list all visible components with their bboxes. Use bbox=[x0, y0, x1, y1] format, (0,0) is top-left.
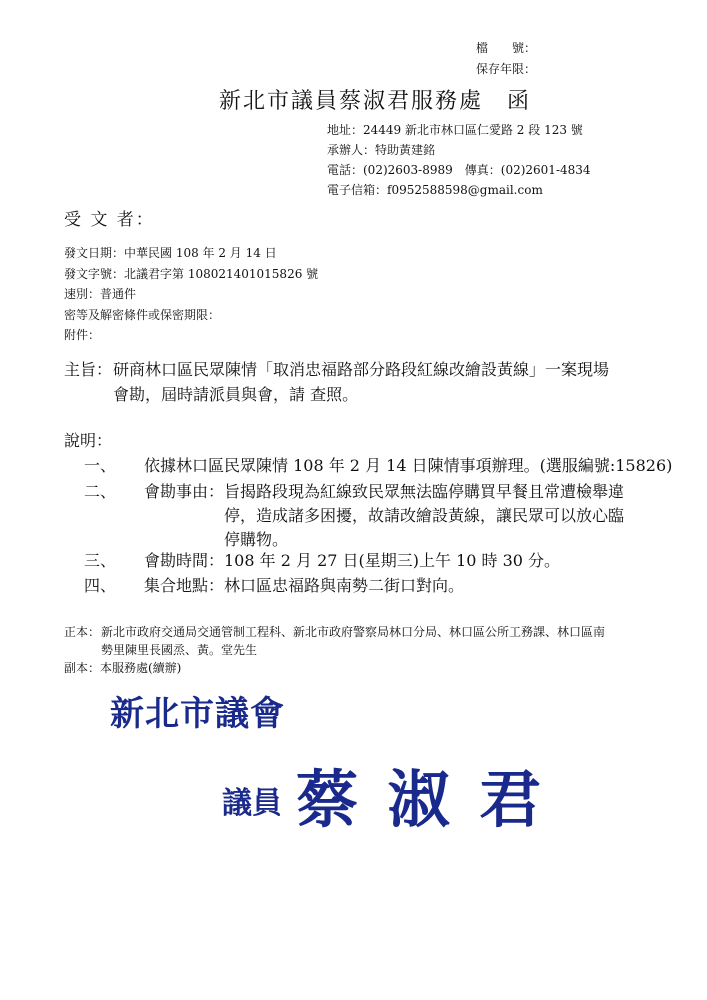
item-line: 旨揭路段現為紅線致民眾無法臨停購買早餐且常遭檢舉違 bbox=[224, 482, 625, 501]
explanation-item bbox=[84, 454, 672, 478]
attachment: 附件： bbox=[64, 328, 101, 342]
item-line: 林口區忠福路與南勢二街口對向。 bbox=[224, 576, 465, 595]
item-number: 一、 bbox=[84, 456, 117, 475]
councilor-title-stamp: 議員 bbox=[222, 786, 282, 821]
subject-line-1: 研商林口區民眾陳情「取消忠福路部分路段紅線改繪設黃線」一案現場 bbox=[113, 360, 610, 379]
copy-recipients: 副本：本服務處(續辦) bbox=[64, 661, 182, 675]
original-recipients-line-1: 新北市政府交通局交通管制工程科、新北市政府警察局林口分局、林口區公所工務課、林口區南 bbox=[101, 625, 606, 639]
contact-address: 地址：24449 新北市林口區仁愛路 2 段 123 號 bbox=[327, 123, 583, 137]
issue-number: 發文字號：北議君字第 108021401015826 號 bbox=[64, 266, 319, 281]
subject-label: 主旨： bbox=[64, 360, 113, 379]
retention-period: 保存年限： bbox=[476, 62, 537, 76]
item-number: 四、 bbox=[84, 576, 117, 595]
councilor-name-stamp: 蔡 淑 君 bbox=[296, 763, 546, 836]
meta-block bbox=[64, 243, 318, 346]
file-number: 檔 號： bbox=[476, 41, 537, 55]
item-line: 停購物。 bbox=[224, 530, 289, 549]
council-stamp: 新北市議會 bbox=[110, 694, 285, 734]
contact-handler: 承辦人：特助黃建銘 bbox=[327, 143, 436, 157]
secrecy-level: 密等及解密條件或保密期限： bbox=[64, 307, 221, 322]
item-label: 會勘事由： bbox=[144, 482, 225, 501]
subject-line-2: 會勘，屆時請派員與會，請 查照。 bbox=[113, 385, 359, 404]
item-label: 會勘時間： bbox=[144, 551, 225, 570]
item-number: 二、 bbox=[84, 482, 117, 501]
explanation-item bbox=[84, 549, 560, 573]
original-recipients-line-2: 勢里陳里長國烝、黃。堂先生 bbox=[101, 643, 258, 657]
original-recipients-label: 正本： bbox=[64, 625, 101, 639]
explanation-item bbox=[84, 574, 464, 598]
document-title: 新北市議員蔡淑君服務處 函 bbox=[219, 89, 532, 114]
explanation-item bbox=[84, 480, 624, 552]
item-number: 三、 bbox=[84, 551, 117, 570]
item-line: 依據林口區民眾陳情 108 年 2 月 14 日陳情事項辦理。(選服編號:15826) bbox=[144, 456, 673, 475]
speed-class: 速別：普通件 bbox=[64, 287, 137, 301]
item-line: 停，造成諸多困擾，故請改繪設黃線，讓民眾可以放心臨 bbox=[224, 506, 625, 525]
issue-date: 發文日期：中華民國 108 年 2 月 14 日 bbox=[64, 246, 277, 260]
recipient-label: 受 文 者： bbox=[64, 210, 155, 230]
explanation-label: 說明： bbox=[64, 431, 113, 450]
item-label: 集合地點： bbox=[144, 576, 225, 595]
item-line: 108 年 2 月 27 日(星期三)上午 10 時 30 分。 bbox=[224, 551, 561, 570]
contact-email: 電子信箱：f0952588598@gmail.com bbox=[327, 183, 543, 197]
contact-phone: 電話：(02)2603-8989 傳真：(02)2601-4834 bbox=[327, 163, 591, 177]
